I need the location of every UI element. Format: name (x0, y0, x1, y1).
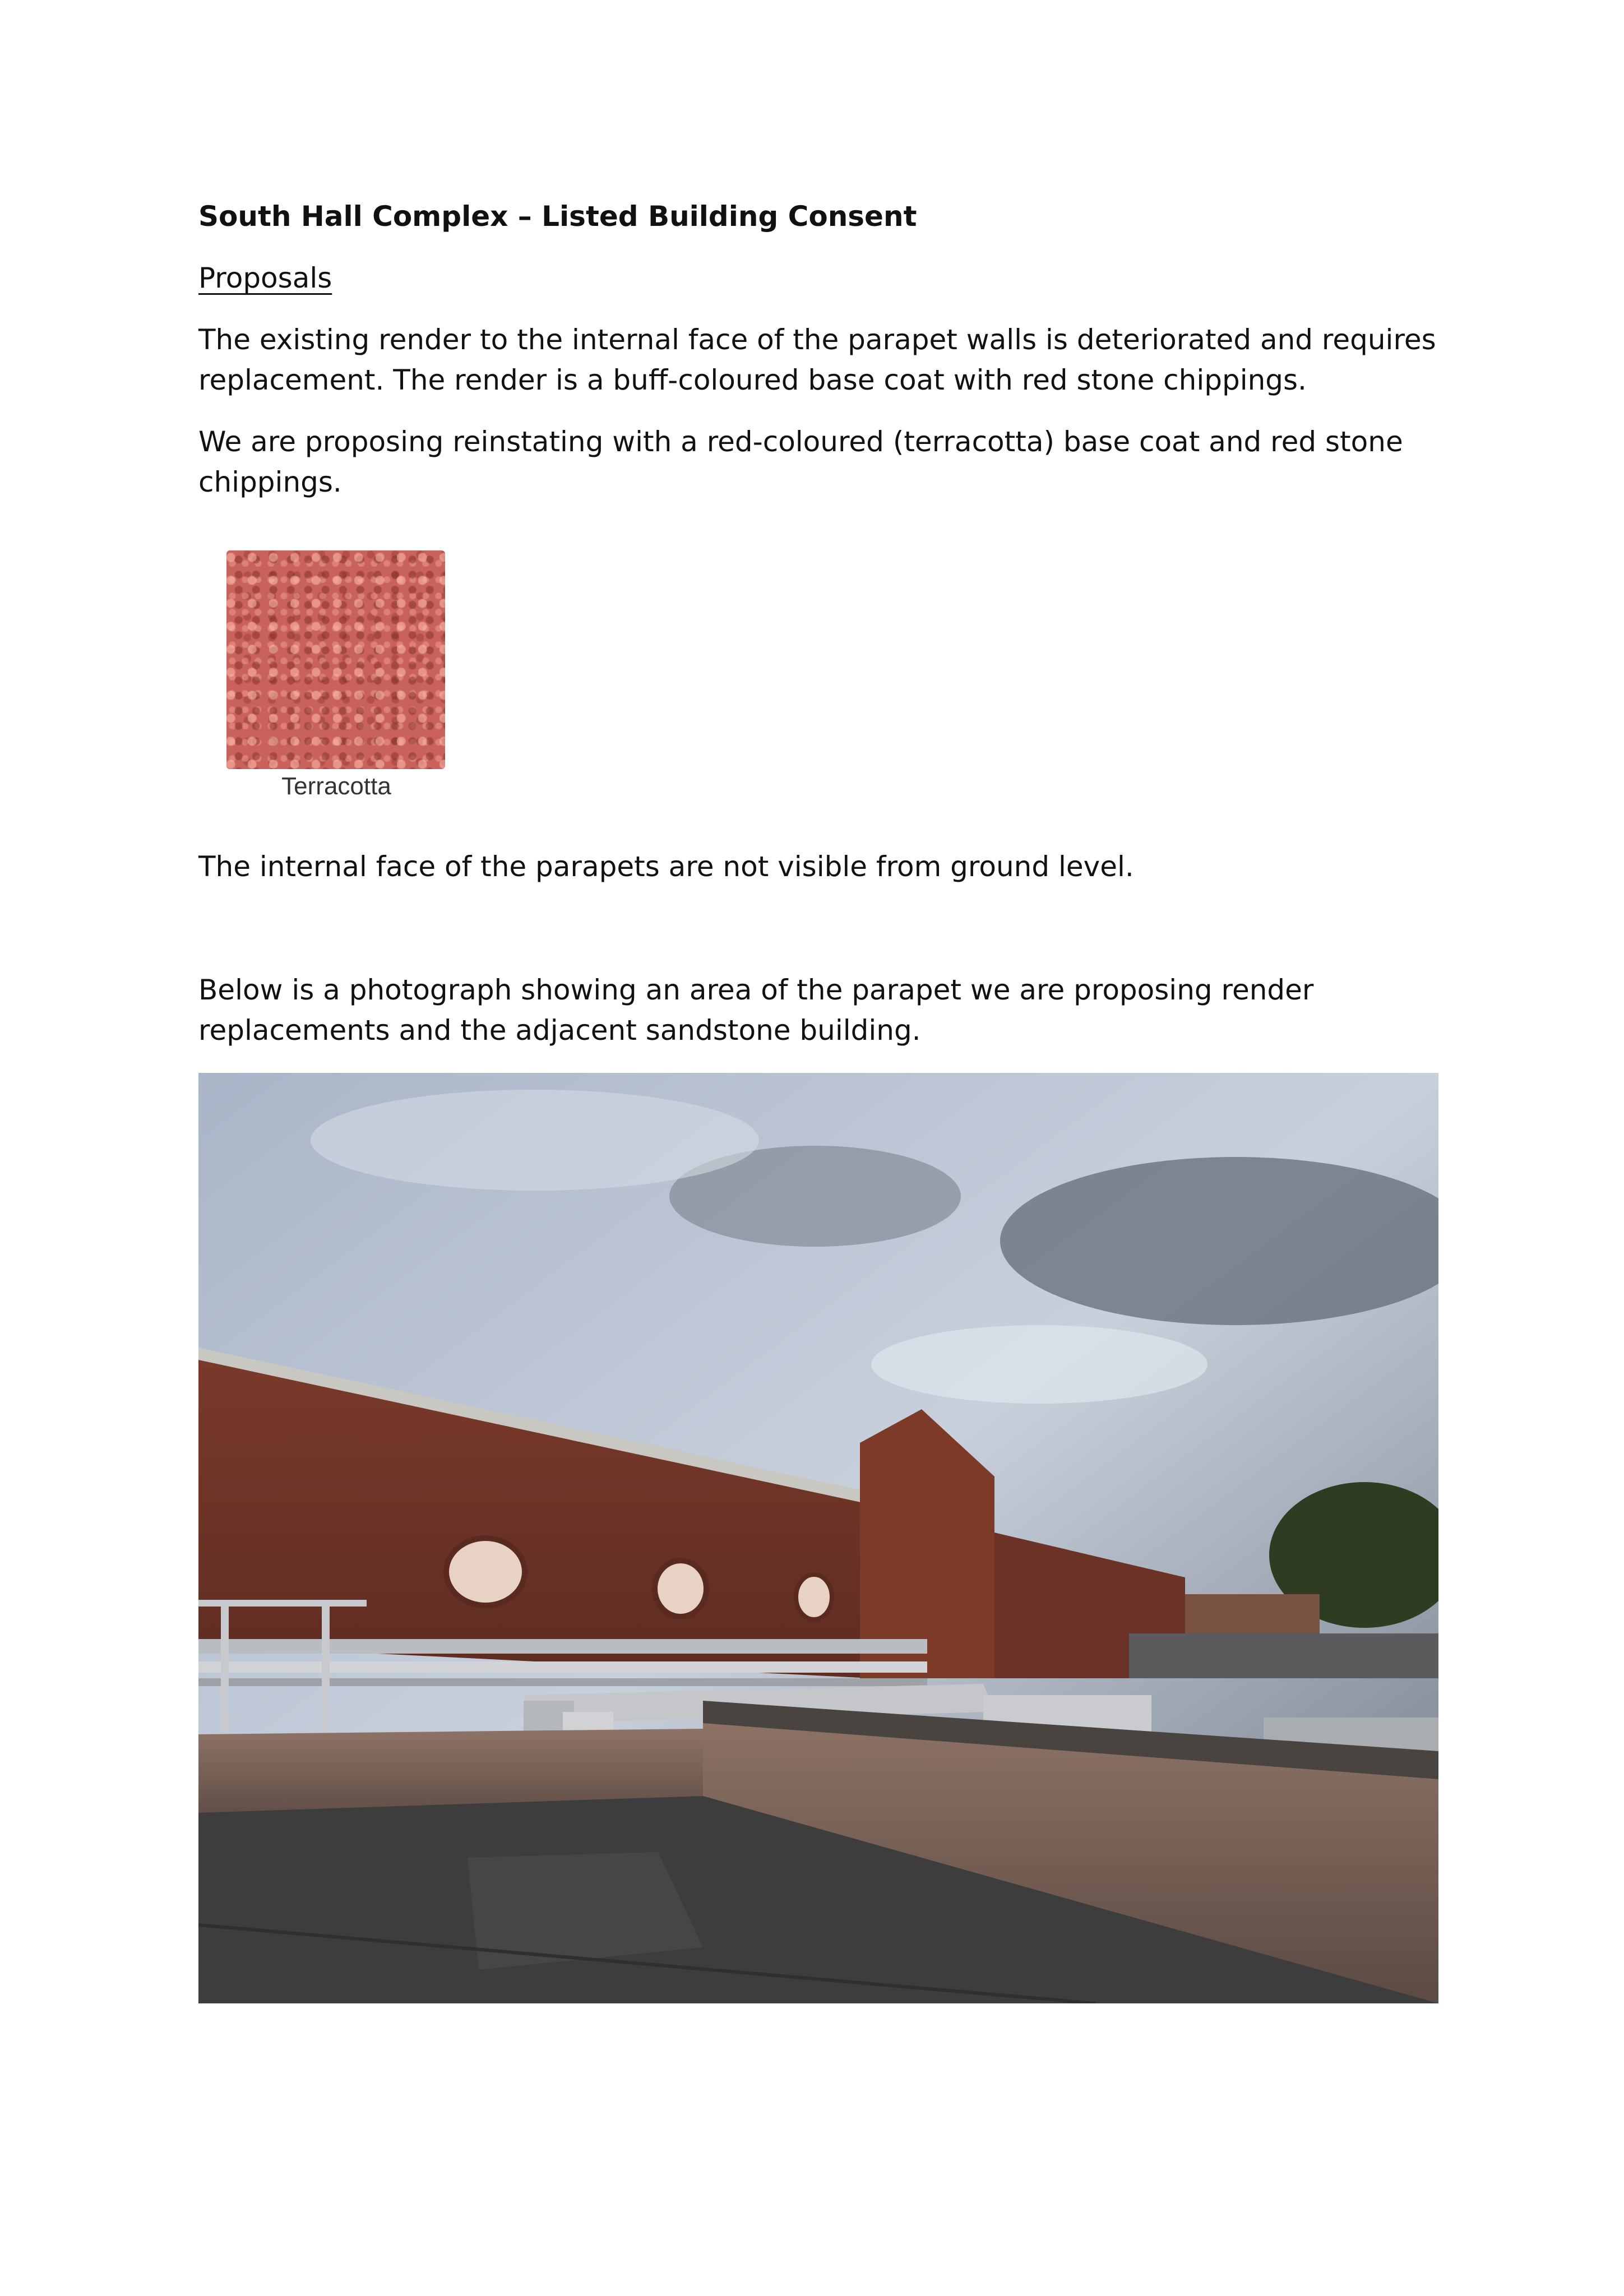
paragraph-photo-intro: Below is a photograph showing an area of the parapet we are proposing render replacements and the adjacent sandstone building. (198, 974, 1314, 1047)
paragraph-proposal: We are proposing reinstating with a red-coloured (terracotta) base coat and red stone chippings. (198, 425, 1403, 498)
section-heading-proposals: Proposals (198, 262, 332, 294)
paragraph-existing-render: The existing render to the internal face of the parapet walls is deteriorated and requires replacement. The render is a buff-coloured base coat with red stone chippings. (198, 323, 1436, 396)
page-title: South Hall Complex – Listed Building Consent (198, 200, 917, 233)
terracotta-swatch-figure (219, 538, 454, 807)
paragraph-visibility: The internal face of the parapets are not visible from ground level. (198, 850, 1134, 883)
parapet-photograph (198, 1073, 1438, 2003)
swatch-caption: Terracotta (281, 772, 391, 800)
terracotta-swatch-image (226, 550, 445, 769)
